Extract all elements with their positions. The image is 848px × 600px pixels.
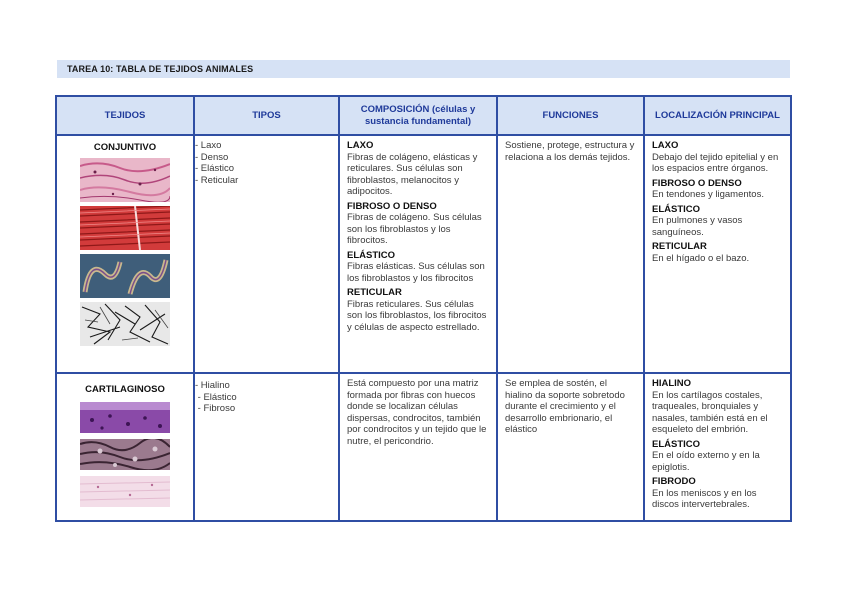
histology-image-hialino — [80, 402, 170, 433]
tipo-item: - Denso — [195, 151, 229, 163]
funciones-text: Sostiene, protege, estructura y relaciona a los demás tejidos. — [505, 140, 635, 163]
section-heading: ELÁSTICO — [652, 203, 701, 215]
section-text: En el hígado o el bazo. — [652, 252, 750, 264]
histology-image-fibroso — [80, 476, 170, 507]
section-text: Debajo del tejido epitelial y en los espacios entre órganos. — [652, 151, 779, 174]
header-row — [56, 96, 791, 135]
section-heading: RETICULAR — [347, 287, 402, 298]
section-text: En los cartílagos costales, traqueales, bronquiales y nasales, también está en el esqueleto del embrión. — [652, 389, 768, 435]
section-heading: ELÁSTICO — [347, 249, 396, 261]
tipo-item: - Laxo — [195, 140, 222, 151]
table-row — [56, 135, 791, 373]
tipo-item: - Elástico — [195, 163, 235, 174]
funciones-cell — [497, 373, 644, 521]
localizacion-cell — [644, 373, 791, 521]
page-title: TAREA 10: TABLA DE TEJIDOS ANIMALES — [57, 60, 790, 78]
section-text: En los meniscos y en los discos intervertebrales. — [652, 487, 757, 510]
tipo-item: - Elástico — [195, 391, 237, 403]
composicion-text: Está compuesto por una matriz formada por fibras con huecos donde se localizan células dispersas, condrocitos, también por condrocitos y un tejido que le nutre, el pericondrio. — [347, 378, 487, 447]
tipo-item: - Fibroso — [195, 403, 236, 414]
section-heading: LAXO — [347, 140, 374, 151]
histology-image-denso — [80, 206, 170, 250]
histology-image-laxo — [80, 158, 170, 202]
funciones-cell — [497, 135, 644, 373]
localizacion-cell — [644, 135, 791, 373]
tipos-cell — [194, 135, 339, 373]
tissue-table — [55, 95, 792, 522]
tipo-item: - Reticular — [195, 174, 239, 186]
tipo-item: - Hialino — [195, 380, 230, 391]
section-text: En el oído externo y en la epiglotis. — [652, 450, 760, 473]
histology-image-reticular — [80, 302, 170, 346]
composicion-cell — [339, 135, 497, 373]
section-text: Fibras de colágeno. Sus células son los fibroblastos y los fibrocitos. — [347, 212, 482, 246]
header-composicion: COMPOSICIÓN (células y sustancia fundamental) — [339, 96, 497, 135]
tissue-name: CARTILAGINOSO — [85, 384, 165, 395]
section-text: Fibras de colágeno, elásticas y reticulares. Sus células son fibroblastos, melanocitos y adipocitos. — [347, 151, 478, 197]
header-tejidos: TEJIDOS — [56, 96, 194, 135]
section-text: Fibras elásticas. Sus células son los fibroblastos y los fibrocitos — [347, 261, 485, 284]
header-localizacion: LOCALIZACIÓN PRINCIPAL — [644, 96, 791, 135]
section-heading: FIBRODO — [652, 476, 696, 487]
section-heading: LAXO — [652, 140, 679, 151]
composicion-cell — [339, 373, 497, 521]
histology-image-elastico — [80, 254, 170, 298]
tissue-name: CONJUNTIVO — [93, 142, 157, 153]
tejido-cell — [56, 135, 194, 373]
section-text: En tendones y ligamentos. — [652, 189, 764, 200]
section-heading: HIALINO — [652, 378, 692, 389]
section-text: En pulmones y vasos sanguíneos. — [652, 215, 743, 238]
section-heading: RETICULAR — [652, 241, 707, 252]
section-text: Fibras reticulares. Sus células son los fibroblastos, los fibrocitos y células de aspecto estrellado. — [347, 298, 487, 333]
histology-image-elastico-cartilago — [80, 439, 170, 470]
tipos-cell — [194, 373, 339, 521]
section-heading: ELÁSTICO — [652, 438, 701, 450]
funciones-text: Se emplea de sostén, el hialino da soporte sobretodo durante el crecimiento y el desarrollo embrionario, el elástico — [505, 378, 625, 435]
table-row — [56, 373, 791, 521]
tejido-cell — [56, 373, 194, 521]
section-heading: FIBROSO O DENSO — [347, 200, 437, 212]
section-heading: FIBROSO O DENSO — [652, 177, 742, 189]
header-tipos: TIPOS — [194, 96, 339, 135]
header-funciones: FUNCIONES — [497, 96, 644, 135]
